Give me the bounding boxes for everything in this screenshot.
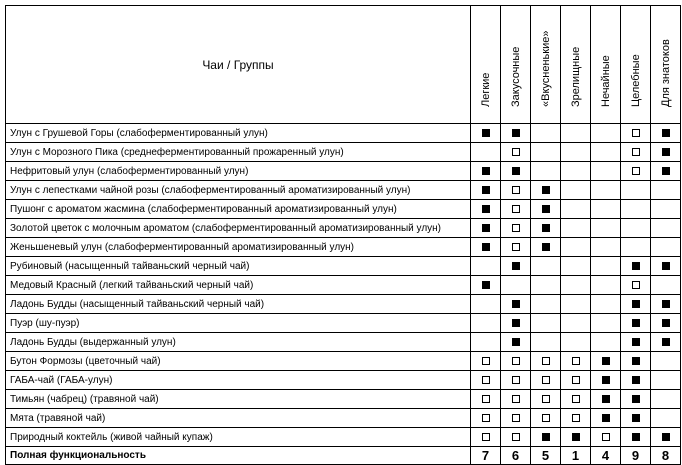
tea-name: Улун с Морозного Пика (среднеферментированный прожаренный улун)	[6, 143, 471, 162]
group-cell	[651, 181, 681, 200]
filled-square-icon	[632, 357, 640, 365]
table-row	[6, 162, 681, 181]
group-cell	[651, 162, 681, 181]
group-cell	[561, 352, 591, 371]
group-cell	[591, 257, 621, 276]
group-cell	[621, 257, 651, 276]
group-cell	[651, 124, 681, 143]
group-cell	[621, 200, 651, 219]
group-cell	[531, 276, 561, 295]
group-cell	[471, 143, 501, 162]
empty-square-icon	[632, 129, 640, 137]
tea-name: Улун с Грушевой Горы (слабоферментированный улун)	[6, 124, 471, 143]
tea-groups-table-container	[5, 5, 681, 465]
filled-square-icon	[572, 433, 580, 441]
group-cell	[621, 143, 651, 162]
tea-name: Золотой цветок с молочным ароматом (слабоферментированный ароматизированный улун)	[6, 219, 471, 238]
group-cell	[471, 181, 501, 200]
group-cell	[561, 428, 591, 447]
group-cell	[591, 295, 621, 314]
group-cell	[501, 162, 531, 181]
group-cell	[651, 409, 681, 428]
group-cell	[591, 371, 621, 390]
tea-name: ГАБА-чай (ГАБА-улун)	[6, 371, 471, 390]
empty-square-icon	[512, 148, 520, 156]
group-cell	[471, 428, 501, 447]
group-cell	[651, 276, 681, 295]
group-cell	[471, 257, 501, 276]
group-cell	[621, 219, 651, 238]
group-cell	[561, 200, 591, 219]
table-row	[6, 390, 681, 409]
group-cell	[591, 352, 621, 371]
filled-square-icon	[632, 262, 640, 270]
group-cell	[651, 200, 681, 219]
group-cell	[561, 238, 591, 257]
group-cell	[651, 371, 681, 390]
empty-square-icon	[542, 376, 550, 384]
group-cell	[501, 200, 531, 219]
group-cell	[591, 390, 621, 409]
table-row	[6, 238, 681, 257]
group-label: Легкие	[479, 72, 492, 107]
group-cell	[501, 219, 531, 238]
empty-square-icon	[512, 205, 520, 213]
table-row	[6, 371, 681, 390]
filled-square-icon	[602, 357, 610, 365]
empty-square-icon	[572, 414, 580, 422]
filled-square-icon	[662, 129, 670, 137]
filled-square-icon	[632, 300, 640, 308]
group-cell	[501, 257, 531, 276]
filled-square-icon	[662, 433, 670, 441]
group-cell	[471, 162, 501, 181]
group-cell	[561, 257, 591, 276]
group-cell	[531, 238, 561, 257]
group-cell	[531, 428, 561, 447]
empty-square-icon	[632, 281, 640, 289]
filled-square-icon	[482, 129, 490, 137]
filled-square-icon	[662, 262, 670, 270]
group-cell	[591, 162, 621, 181]
corner-header: Чаи / Группы	[6, 6, 471, 124]
group-cell	[591, 428, 621, 447]
group-cell	[531, 124, 561, 143]
filled-square-icon	[482, 281, 490, 289]
group-label: Закусочные	[509, 46, 522, 107]
group-cell	[501, 352, 531, 371]
empty-square-icon	[542, 414, 550, 422]
filled-square-icon	[512, 262, 520, 270]
filled-square-icon	[662, 167, 670, 175]
filled-square-icon	[542, 243, 550, 251]
group-cell	[651, 390, 681, 409]
group-label: Для знатоков	[659, 39, 672, 107]
group-cell	[621, 333, 651, 352]
table-row	[6, 276, 681, 295]
group-cell	[501, 124, 531, 143]
group-label: Зрелищные	[569, 46, 582, 107]
tea-name: Природный коктейль (живой чайный купаж)	[6, 428, 471, 447]
group-cell	[561, 124, 591, 143]
group-cell	[501, 181, 531, 200]
group-header-6	[621, 6, 651, 124]
table-row	[6, 181, 681, 200]
empty-square-icon	[512, 414, 520, 422]
filled-square-icon	[632, 414, 640, 422]
filled-square-icon	[632, 433, 640, 441]
table-row	[6, 124, 681, 143]
total-label: Полная функциональность	[6, 447, 471, 465]
empty-square-icon	[542, 395, 550, 403]
tea-name: Тимьян (чабрец) (травяной чай)	[6, 390, 471, 409]
table-row	[6, 428, 681, 447]
filled-square-icon	[602, 414, 610, 422]
group-cell	[621, 352, 651, 371]
group-cell	[501, 409, 531, 428]
group-cell	[471, 314, 501, 333]
group-cell	[501, 428, 531, 447]
group-cell	[501, 238, 531, 257]
group-cell	[621, 409, 651, 428]
group-cell	[561, 219, 591, 238]
group-cell	[651, 352, 681, 371]
empty-square-icon	[512, 357, 520, 365]
group-label: Целебные	[629, 54, 642, 107]
group-cell	[651, 295, 681, 314]
group-cell	[651, 238, 681, 257]
table-row	[6, 314, 681, 333]
tea-groups-table	[5, 5, 681, 465]
filled-square-icon	[602, 395, 610, 403]
group-cell	[471, 371, 501, 390]
tea-name: Улун с лепестками чайной розы (слабоферментированный ароматизированный улун)	[6, 181, 471, 200]
filled-square-icon	[512, 300, 520, 308]
group-cell	[591, 409, 621, 428]
empty-square-icon	[512, 395, 520, 403]
group-cell	[621, 428, 651, 447]
total-value: 4	[591, 447, 621, 465]
empty-square-icon	[512, 433, 520, 441]
group-cell	[561, 314, 591, 333]
group-cell	[531, 200, 561, 219]
empty-square-icon	[482, 376, 490, 384]
filled-square-icon	[602, 376, 610, 384]
group-cell	[591, 333, 621, 352]
table-row	[6, 219, 681, 238]
filled-square-icon	[632, 395, 640, 403]
group-cell	[501, 295, 531, 314]
filled-square-icon	[662, 319, 670, 327]
table-row	[6, 200, 681, 219]
group-cell	[501, 314, 531, 333]
group-cell	[531, 371, 561, 390]
filled-square-icon	[482, 167, 490, 175]
group-cell	[621, 181, 651, 200]
tea-name: Женьшеневый улун (слабоферментированный ароматизированный улун)	[6, 238, 471, 257]
group-cell	[531, 390, 561, 409]
group-label: «Вкусненькие»	[539, 30, 552, 107]
group-cell	[591, 238, 621, 257]
tea-name: Бутон Формозы (цветочный чай)	[6, 352, 471, 371]
group-cell	[561, 162, 591, 181]
group-cell	[561, 181, 591, 200]
filled-square-icon	[542, 205, 550, 213]
group-cell	[471, 409, 501, 428]
group-cell	[561, 371, 591, 390]
group-cell	[591, 200, 621, 219]
group-cell	[471, 295, 501, 314]
table-row	[6, 143, 681, 162]
tea-name: Медовый Красный (легкий тайваньский черный чай)	[6, 276, 471, 295]
table-row	[6, 409, 681, 428]
tea-name: Пушонг с ароматом жасмина (слабоферментированный ароматизированный улун)	[6, 200, 471, 219]
group-cell	[621, 162, 651, 181]
group-label: Нечайные	[599, 55, 612, 107]
total-value: 5	[531, 447, 561, 465]
group-cell	[591, 314, 621, 333]
group-cell	[651, 428, 681, 447]
group-cell	[471, 124, 501, 143]
group-cell	[501, 333, 531, 352]
tea-name: Нефритовый улун (слабоферментированный улун)	[6, 162, 471, 181]
table-row	[6, 352, 681, 371]
tea-name: Мята (травяной чай)	[6, 409, 471, 428]
tea-name: Рубиновый (насыщенный тайваньский черный чай)	[6, 257, 471, 276]
empty-square-icon	[482, 414, 490, 422]
group-header-3	[531, 6, 561, 124]
group-cell	[621, 314, 651, 333]
empty-square-icon	[632, 148, 640, 156]
group-cell	[501, 371, 531, 390]
filled-square-icon	[512, 319, 520, 327]
group-cell	[471, 200, 501, 219]
group-cell	[531, 181, 561, 200]
group-cell	[471, 238, 501, 257]
table-row	[6, 257, 681, 276]
group-header-2	[501, 6, 531, 124]
filled-square-icon	[542, 224, 550, 232]
group-cell	[591, 219, 621, 238]
group-cell	[621, 124, 651, 143]
empty-square-icon	[572, 395, 580, 403]
total-row	[6, 447, 681, 465]
filled-square-icon	[542, 186, 550, 194]
group-cell	[471, 219, 501, 238]
filled-square-icon	[482, 186, 490, 194]
group-cell	[471, 333, 501, 352]
group-cell	[501, 276, 531, 295]
empty-square-icon	[512, 186, 520, 194]
total-value: 7	[471, 447, 501, 465]
filled-square-icon	[632, 376, 640, 384]
group-cell	[621, 295, 651, 314]
empty-square-icon	[602, 433, 610, 441]
empty-square-icon	[542, 357, 550, 365]
tea-name: Ладонь Будды (выдержанный улун)	[6, 333, 471, 352]
filled-square-icon	[512, 167, 520, 175]
filled-square-icon	[632, 319, 640, 327]
group-cell	[471, 390, 501, 409]
empty-square-icon	[482, 395, 490, 403]
total-value: 9	[621, 447, 651, 465]
group-cell	[471, 276, 501, 295]
group-cell	[591, 143, 621, 162]
empty-square-icon	[512, 243, 520, 251]
group-cell	[651, 257, 681, 276]
group-cell	[531, 352, 561, 371]
group-cell	[531, 219, 561, 238]
empty-square-icon	[632, 167, 640, 175]
group-cell	[561, 390, 591, 409]
group-cell	[501, 390, 531, 409]
group-cell	[591, 276, 621, 295]
group-cell	[531, 295, 561, 314]
group-cell	[561, 143, 591, 162]
group-cell	[561, 333, 591, 352]
group-cell	[531, 314, 561, 333]
empty-square-icon	[572, 357, 580, 365]
total-value: 6	[501, 447, 531, 465]
filled-square-icon	[512, 338, 520, 346]
group-cell	[651, 219, 681, 238]
filled-square-icon	[482, 224, 490, 232]
tea-name: Ладонь Будды (насыщенный тайваньский черный чай)	[6, 295, 471, 314]
group-cell	[621, 371, 651, 390]
group-cell	[531, 409, 561, 428]
group-cell	[651, 333, 681, 352]
tea-name: Пуэр (шу-пуэр)	[6, 314, 471, 333]
group-header-4	[561, 6, 591, 124]
group-cell	[531, 143, 561, 162]
empty-square-icon	[482, 433, 490, 441]
group-cell	[621, 276, 651, 295]
group-cell	[471, 352, 501, 371]
table-row	[6, 295, 681, 314]
group-cell	[501, 143, 531, 162]
filled-square-icon	[482, 243, 490, 251]
group-cell	[561, 276, 591, 295]
group-cell	[531, 333, 561, 352]
empty-square-icon	[512, 224, 520, 232]
group-cell	[591, 124, 621, 143]
table-row	[6, 333, 681, 352]
group-header-1	[471, 6, 501, 124]
filled-square-icon	[482, 205, 490, 213]
group-cell	[531, 257, 561, 276]
empty-square-icon	[512, 376, 520, 384]
group-cell	[651, 314, 681, 333]
filled-square-icon	[632, 338, 640, 346]
empty-square-icon	[572, 376, 580, 384]
total-value: 8	[651, 447, 681, 465]
filled-square-icon	[512, 129, 520, 137]
group-cell	[561, 409, 591, 428]
filled-square-icon	[542, 433, 550, 441]
group-header-5	[591, 6, 621, 124]
table-body	[6, 124, 681, 447]
header-row	[6, 6, 681, 124]
group-cell	[621, 238, 651, 257]
group-cell	[591, 181, 621, 200]
group-cell	[531, 162, 561, 181]
filled-square-icon	[662, 338, 670, 346]
group-cell	[651, 143, 681, 162]
filled-square-icon	[662, 300, 670, 308]
group-cell	[561, 295, 591, 314]
group-cell	[621, 390, 651, 409]
empty-square-icon	[482, 357, 490, 365]
filled-square-icon	[662, 148, 670, 156]
group-header-7	[651, 6, 681, 124]
total-value: 1	[561, 447, 591, 465]
